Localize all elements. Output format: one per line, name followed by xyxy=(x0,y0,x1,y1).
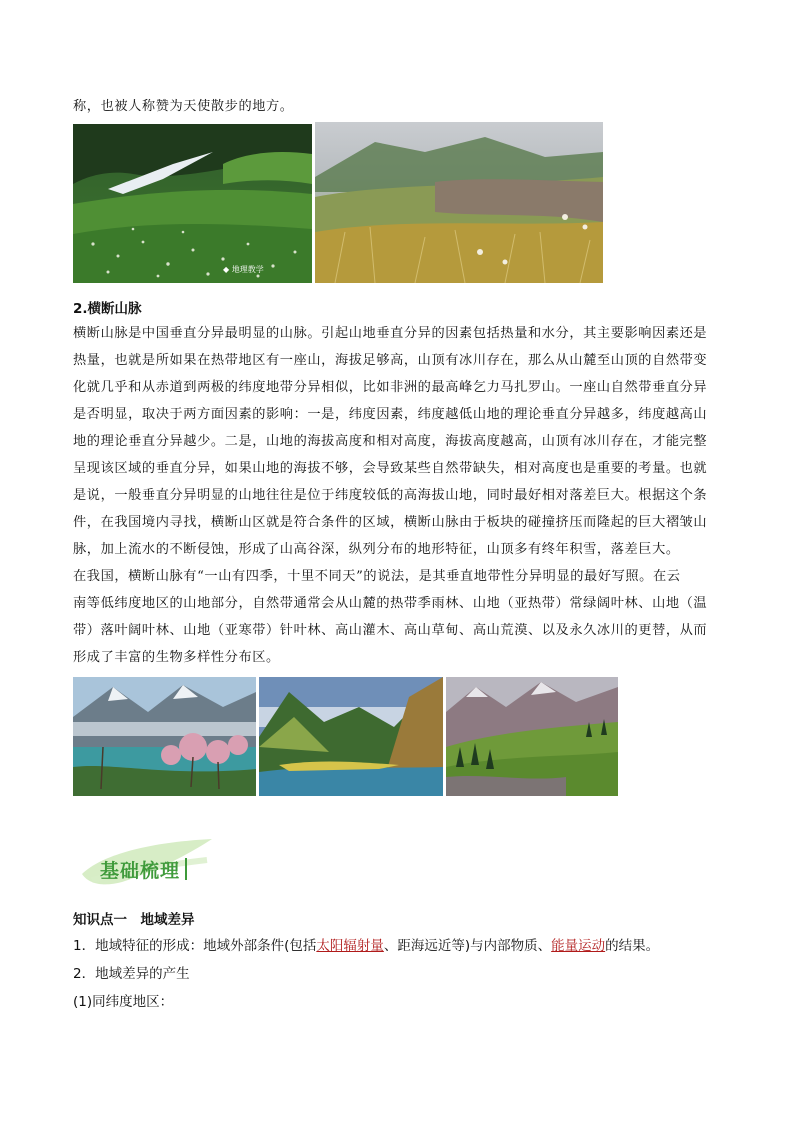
para2-line: 带）落叶阔叶林、山地（亚寒带）针叶林、高山灌木、高山草甸、高山荒漠、以及永久冰川的更替，从而 xyxy=(73,623,708,638)
para1-line: 脉，加上流水的不断侵蚀，形成了山高谷深，纵列分布的地形特征，山顶多有终年积雪，落差巨大。 xyxy=(73,542,680,557)
term-energy-movement: 能量运动 xyxy=(551,938,606,954)
para2-line: 南等低纬度地区的山地部分，自然带通常会从山麓的热带季雨林、山地（亚热带）常绿阔叶林、山地（温 xyxy=(73,596,708,611)
term-solar-radiation: 太阳辐射量 xyxy=(316,938,384,954)
section-badge xyxy=(72,834,222,894)
alpine-slope-photo xyxy=(446,677,618,796)
para1-line: 件，在我国境内寻找，横断山区就是符合条件的区域，横断山脉由于板块的碰撞挤压而隆起的巨大褶皱山 xyxy=(73,515,708,530)
watermark-text: ◆ 地理教学 xyxy=(223,265,264,274)
knowledge-heading: 知识点一 地域差异 xyxy=(73,912,195,928)
para2-line: 形成了丰富的生物多样性分布区。 xyxy=(73,650,280,665)
misty-grassland-photo xyxy=(315,122,603,283)
item1-middle: 、距海远近等)与内部物质、 xyxy=(383,938,552,954)
alpine-meadow-photo xyxy=(73,124,312,283)
mountain-lake-photo xyxy=(73,677,256,796)
para1-line: 呈现该区域的垂直分异，如果山地的海拔不够，会导致某些自然带缺失，相对高度也是重要的考量。也就 xyxy=(73,461,708,476)
para1-line: 是说，一般垂直分异明显的山地往往是位于纬度较低的高海拔山地，同时最好相对落差巨大。根据这个条 xyxy=(73,488,708,503)
section-heading: 2.横断山脉 xyxy=(73,301,142,317)
knowledge-item-2: 2．地域差异的产生 xyxy=(73,966,190,982)
para1-line: 横断山脉是中国垂直分异最明显的山脉。引起山地垂直分异的因素包括热量和水分，其主要影响因素还是 xyxy=(73,326,708,341)
badge-label: 基础梳理 xyxy=(100,860,181,882)
valley-river-photo xyxy=(259,677,443,796)
para1-line: 地的理论垂直分异越少。二是，山地的海拔高度和相对高度，海拔高度越高，山顶有冰川存在，才能完整 xyxy=(73,434,708,449)
intro-line: 称，也被人称赞为天使散步的地方。 xyxy=(73,99,294,114)
knowledge-item-1 xyxy=(73,934,659,954)
item1-prefix: 1．地域特征的形成：地域外部条件(包括 xyxy=(73,938,317,954)
para1-line: 化就几乎和从赤道到两极的纬度地带分异相似，比如非洲的最高峰乞力马扎罗山。一座山自然带垂直分异 xyxy=(73,380,708,395)
para2-line: 在我国，横断山脉有“一山有四季，十里不同天”的说法，是其垂直地带性分异明显的最好写照。在云 xyxy=(73,569,681,584)
item1-suffix: 的结果。 xyxy=(605,938,660,954)
para1-line: 热量，也就是所如果在热带地区有一座山，海拔足够高，山顶有冰川存在，那么从山麓至山顶的自然带变 xyxy=(73,353,708,368)
para1-line: 是否明显，取决于两方面因素的影响：一是，纬度因素，纬度越低山地的理论垂直分异越多，纬度越高山 xyxy=(73,407,708,422)
knowledge-item-3: (1)同纬度地区： xyxy=(73,994,174,1010)
